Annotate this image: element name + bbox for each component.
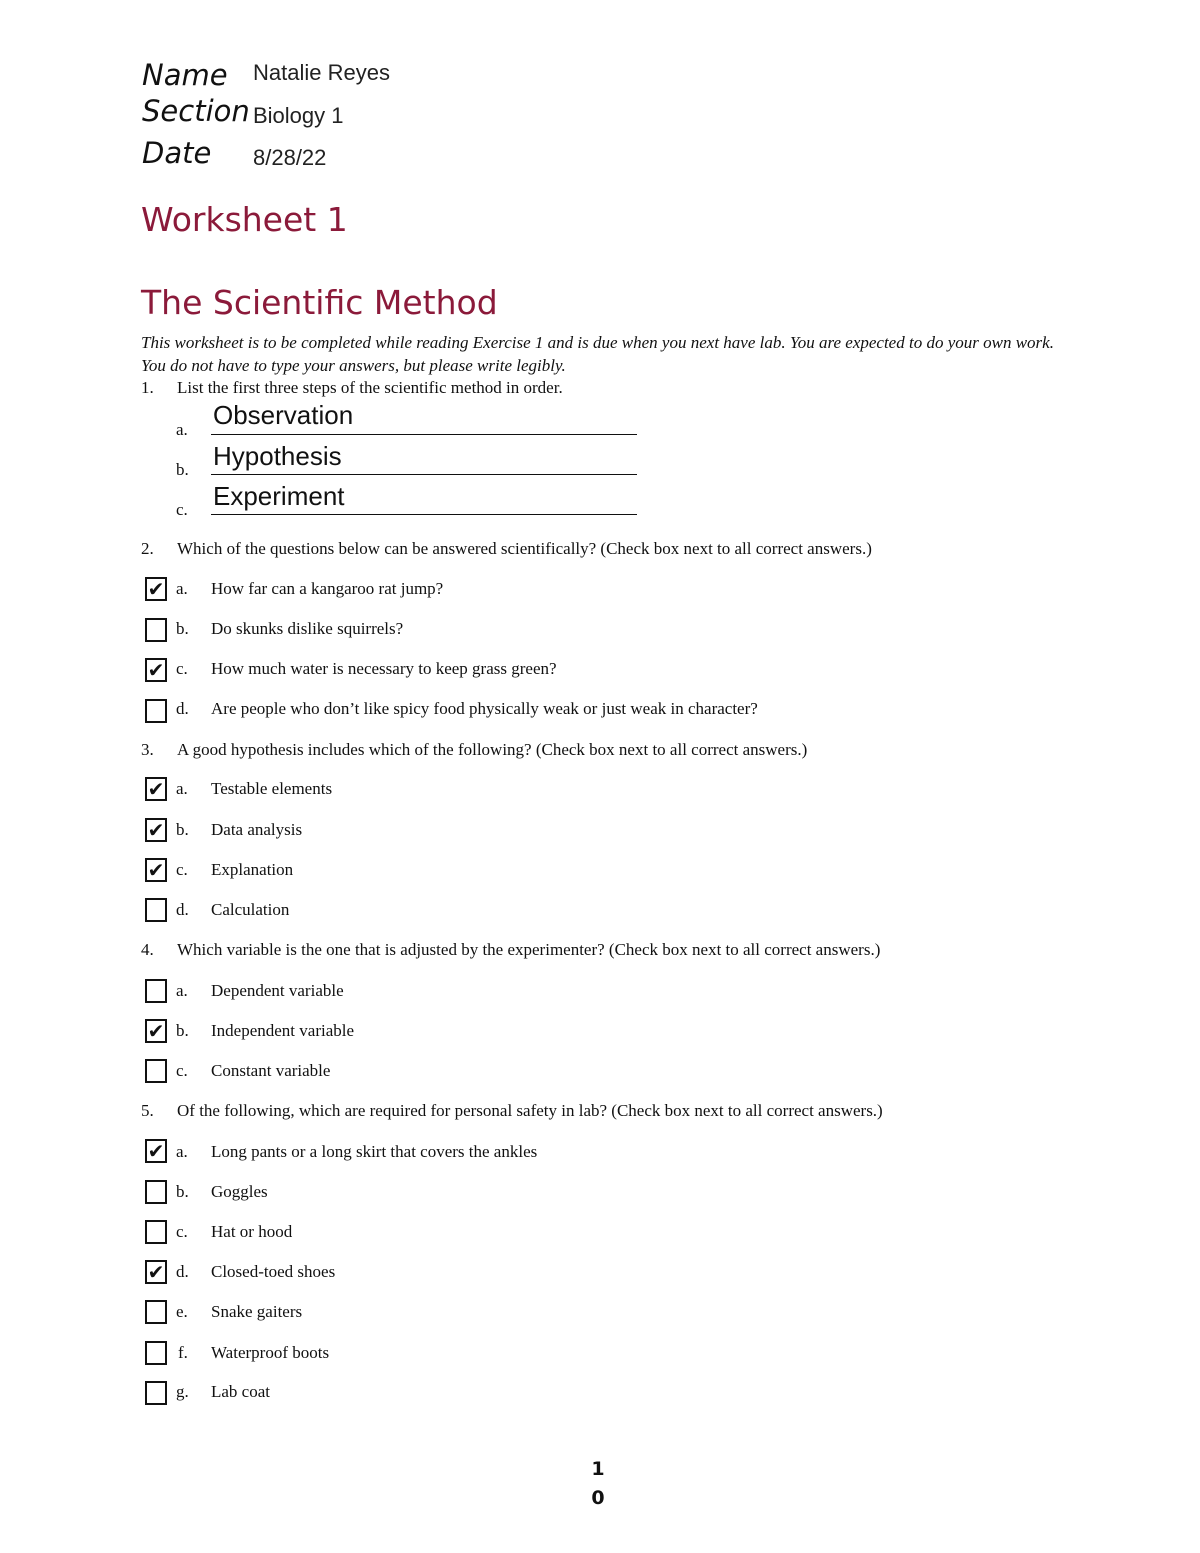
q5-checkbox-c[interactable] xyxy=(145,1220,167,1244)
q3-option-d-letter: d. xyxy=(176,900,189,919)
q3-option-b-text: Data analysis xyxy=(211,820,303,839)
checkmark-icon: ✔ xyxy=(147,1018,165,1043)
q4-option-b-text: Independent variable xyxy=(211,1021,355,1040)
q1-answer-b-letter: b. xyxy=(176,460,189,479)
q3-checkbox-c[interactable] xyxy=(145,858,167,882)
instructions: This worksheet is to be completed while reading Exercise 1 and is due when you next have lab. You are expected to do your own work. You do not have to type your answers, but please write legibly. xyxy=(141,333,1054,375)
q4-option-b-letter: b. xyxy=(176,1021,189,1040)
checkmark-icon: ✔ xyxy=(147,776,165,801)
checkmark-icon: ✔ xyxy=(147,857,165,882)
q2-option-d-text: Are people who don’t like spicy food physically weak or just weak in character? xyxy=(211,699,758,718)
q3-option-a-text: Testable elements xyxy=(211,779,333,798)
q2-checkbox-c[interactable] xyxy=(145,658,167,682)
q2-checkbox-a[interactable] xyxy=(145,577,167,601)
q2-option-c-letter: c. xyxy=(176,659,188,678)
q1-answer-c-line xyxy=(211,514,637,515)
q4-option-a-text: Dependent variable xyxy=(211,981,344,1000)
q4-text: Which variable is the one that is adjusted by the experimenter? (Check box next to all correct answers.) xyxy=(177,940,881,959)
q5-text: Of the following, which are required for personal safety in lab? (Check box next to all correct answers.) xyxy=(177,1101,883,1120)
q5-checkbox-b[interactable] xyxy=(145,1180,167,1204)
q5-checkbox-d[interactable] xyxy=(145,1260,167,1284)
q5-option-b-letter: b. xyxy=(176,1182,189,1201)
q4-option-a-letter: a. xyxy=(176,981,188,1000)
q2-option-c-text: How much water is necessary to keep grass green? xyxy=(211,659,557,678)
q3-option-c-text: Explanation xyxy=(211,860,294,879)
q1-answer-a-letter: a. xyxy=(176,420,188,439)
q2-option-b-text: Do skunks dislike squirrels? xyxy=(211,619,404,638)
q1-answer-c-letter: c. xyxy=(176,500,188,519)
q4-number: 4. xyxy=(141,940,154,959)
q3-option-c-letter: c. xyxy=(176,860,188,879)
q5-option-c-letter: c. xyxy=(176,1222,188,1241)
q5-option-g-letter: g. xyxy=(176,1382,189,1401)
q4-checkbox-b[interactable] xyxy=(145,1019,167,1043)
q5-option-d-text: Closed-toed shoes xyxy=(211,1262,336,1281)
q5-option-c-text: Hat or hood xyxy=(211,1222,293,1241)
section-title: The Scientific Method xyxy=(141,283,498,322)
q4-checkbox-c[interactable] xyxy=(145,1059,167,1083)
checkmark-icon: ✔ xyxy=(147,657,165,682)
q2-text: Which of the questions below can be answered scientifically? (Check box next to all correct answers.) xyxy=(177,539,872,558)
q2-option-b-letter: b. xyxy=(176,619,189,638)
worksheet-title: Worksheet 1 xyxy=(141,200,348,239)
q2-option-a-text: How far can a kangaroo rat jump? xyxy=(211,579,444,598)
q1-answer-b-line xyxy=(211,474,637,475)
q1-answer-b[interactable]: Hypothesis xyxy=(213,441,342,471)
q3-checkbox-d[interactable] xyxy=(145,898,167,922)
q2-checkbox-b[interactable] xyxy=(145,618,167,642)
q2-option-a-letter: a. xyxy=(176,579,188,598)
q3-option-d-text: Calculation xyxy=(211,900,290,919)
q5-option-b-text: Goggles xyxy=(211,1182,268,1201)
q5-option-a-letter: a. xyxy=(176,1142,188,1161)
section-value: Biology 1 xyxy=(253,103,344,128)
q5-option-f-letter: f. xyxy=(178,1343,188,1362)
q2-option-d-letter: d. xyxy=(176,699,189,718)
q3-option-a-letter: a. xyxy=(176,779,188,798)
q4-option-c-text: Constant variable xyxy=(211,1061,331,1080)
q1-answer-c[interactable]: Experiment xyxy=(213,481,345,511)
q5-checkbox-g[interactable] xyxy=(145,1381,167,1405)
q4-option-c-letter: c. xyxy=(176,1061,188,1080)
q1-answer-a[interactable]: Observation xyxy=(213,400,354,430)
q5-option-e-text: Snake gaiters xyxy=(211,1302,303,1321)
date-label: Date xyxy=(142,136,212,170)
q2-checkbox-d[interactable] xyxy=(145,699,167,723)
q4-checkbox-a[interactable] xyxy=(145,979,167,1003)
q5-checkbox-e[interactable] xyxy=(145,1300,167,1324)
name-label: Name xyxy=(142,58,228,92)
q1-number: 1. xyxy=(141,378,154,397)
page-number-line2: 0 xyxy=(591,1487,605,1509)
q3-option-b-letter: b. xyxy=(176,820,189,839)
q5-option-d-letter: d. xyxy=(176,1262,189,1281)
date-value: 8/28/22 xyxy=(253,145,327,170)
q5-option-g-text: Lab coat xyxy=(211,1382,270,1401)
q3-number: 3. xyxy=(141,740,154,759)
q5-option-e-letter: e. xyxy=(176,1302,188,1321)
checkmark-icon: ✔ xyxy=(147,1138,165,1163)
name-value: Natalie Reyes xyxy=(253,60,390,85)
q3-checkbox-b[interactable] xyxy=(145,818,167,842)
section-label: Section xyxy=(142,94,250,128)
checkmark-icon: ✔ xyxy=(147,1259,165,1284)
checkmark-icon: ✔ xyxy=(147,576,165,601)
q1-answer-a-line xyxy=(211,434,637,435)
q5-checkbox-f[interactable] xyxy=(145,1341,167,1365)
q3-checkbox-a[interactable] xyxy=(145,777,167,801)
q5-option-f-text: Waterproof boots xyxy=(211,1343,330,1362)
q5-checkbox-a[interactable] xyxy=(145,1139,167,1163)
page-number-line1: 1 xyxy=(591,1458,605,1480)
q1-text: List the first three steps of the scientific method in order. xyxy=(177,378,563,397)
q2-number: 2. xyxy=(141,539,154,558)
checkmark-icon: ✔ xyxy=(147,817,165,842)
q5-number: 5. xyxy=(141,1101,154,1120)
q3-text: A good hypothesis includes which of the following? (Check box next to all correct answers.) xyxy=(177,740,808,759)
q5-option-a-text: Long pants or a long skirt that covers the ankles xyxy=(211,1142,538,1161)
